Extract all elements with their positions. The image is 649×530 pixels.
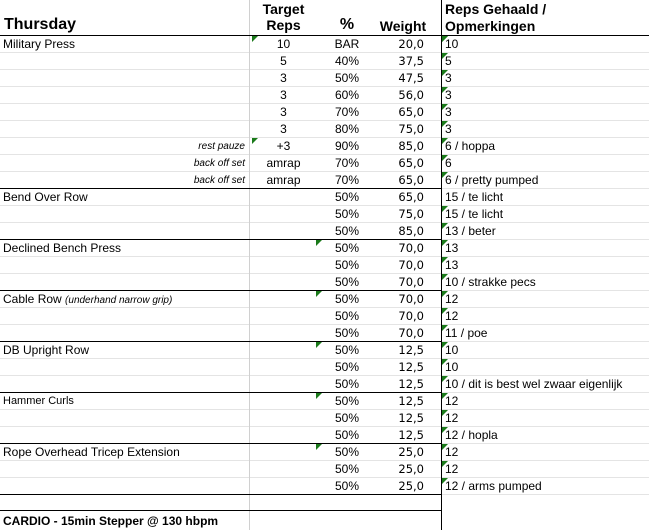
comment-marker-icon <box>252 36 258 42</box>
result-cell[interactable]: 12 <box>445 462 459 476</box>
exercise-name: Hammer Curls <box>3 395 74 407</box>
table-row <box>0 325 649 342</box>
result-cell[interactable]: 12 <box>445 445 459 459</box>
table-row <box>0 274 649 291</box>
exercise-name: Bend Over Row <box>3 190 88 204</box>
comment-marker-icon <box>316 240 322 246</box>
comment-marker-icon <box>442 53 448 59</box>
comment-marker-icon <box>442 121 448 127</box>
result-cell[interactable]: 3 <box>445 122 452 136</box>
weight-cell[interactable]: 25,0 <box>398 462 424 476</box>
table-row <box>0 70 649 87</box>
percent-cell[interactable]: 50% <box>334 241 360 255</box>
table-row <box>0 223 649 240</box>
table-row <box>0 342 649 359</box>
target-reps-cell[interactable]: 10 <box>276 37 291 51</box>
result-cell[interactable]: 6 / pretty pumped <box>445 173 539 187</box>
table-row <box>0 444 649 461</box>
comment-marker-icon <box>442 104 448 110</box>
result-cell[interactable]: 11 / poe <box>445 326 488 340</box>
set-note-cell[interactable]: rest pauze <box>198 141 245 152</box>
percent-cell[interactable]: 50% <box>334 428 360 442</box>
percent-cell[interactable]: 50% <box>334 377 360 391</box>
weight-cell[interactable]: 56,0 <box>398 88 424 102</box>
percent-cell[interactable]: 50% <box>334 445 360 459</box>
weight-cell[interactable]: 20,0 <box>398 37 424 51</box>
table-row <box>0 36 649 53</box>
exercise-name: Cable Row <box>3 292 62 306</box>
percent-cell[interactable]: 50% <box>334 224 360 238</box>
table-row <box>0 359 649 376</box>
weight-cell[interactable]: 12,5 <box>398 411 424 425</box>
percent-cell[interactable]: 50% <box>334 326 360 340</box>
weight-cell[interactable]: 12,5 <box>398 377 424 391</box>
result-header-line2: Opmerkingen <box>445 18 536 34</box>
result-cell[interactable]: 12 <box>445 411 459 425</box>
target-reps-header-line1: Target <box>262 1 305 17</box>
exercise-cell[interactable] <box>3 444 248 461</box>
percent-cell[interactable]: 80% <box>334 122 360 136</box>
percent-cell[interactable]: 50% <box>334 360 360 374</box>
result-cell[interactable]: 12 / arms pumped <box>445 479 542 493</box>
percent-header: % <box>339 16 355 33</box>
table-row <box>0 87 649 104</box>
group-rule-4 <box>0 341 441 342</box>
weight-cell[interactable]: 12,5 <box>398 360 424 374</box>
percent-cell[interactable]: 50% <box>334 275 360 289</box>
target-reps-cell[interactable]: 3 <box>280 88 287 102</box>
weight-cell[interactable]: 65,0 <box>398 173 424 187</box>
target-reps-cell[interactable]: 3 <box>280 105 287 119</box>
day-title: Thursday <box>4 16 77 33</box>
result-cell[interactable]: 3 <box>445 71 452 85</box>
divider-exercise <box>249 0 250 530</box>
result-cell[interactable]: 12 <box>445 309 459 323</box>
weight-cell[interactable]: 47,5 <box>398 71 424 85</box>
result-cell[interactable]: 15 / te licht <box>445 207 504 221</box>
table-row <box>0 393 649 410</box>
group-rule-6 <box>0 443 441 444</box>
exercise-cell[interactable] <box>3 240 248 257</box>
comment-marker-icon <box>442 87 448 93</box>
comment-marker-icon <box>442 274 448 280</box>
percent-cell[interactable]: 60% <box>334 88 360 102</box>
set-note-cell[interactable]: back off set <box>193 158 245 169</box>
comment-marker-icon <box>442 478 448 484</box>
weight-cell[interactable]: 25,0 <box>398 445 424 459</box>
percent-cell[interactable]: 70% <box>334 105 360 119</box>
comment-marker-icon <box>252 138 258 144</box>
comment-marker-icon <box>442 410 448 416</box>
weight-cell[interactable]: 70,0 <box>398 292 424 306</box>
target-reps-cell[interactable]: amrap <box>266 156 301 170</box>
set-note-cell[interactable]: back off set <box>193 175 245 186</box>
result-cell[interactable]: 10 <box>445 360 459 374</box>
result-cell[interactable]: 13 <box>445 241 459 255</box>
divider-result <box>441 0 442 530</box>
group-rule-7 <box>0 494 441 495</box>
comment-marker-icon <box>442 376 448 382</box>
result-cell[interactable]: 5 <box>445 54 452 68</box>
table-row <box>0 376 649 393</box>
table-row <box>0 461 649 478</box>
comment-marker-icon <box>442 342 448 348</box>
result-cell[interactable]: 10 <box>445 343 459 357</box>
result-cell[interactable]: 13 <box>445 258 459 272</box>
exercise-cell[interactable] <box>3 393 248 410</box>
percent-cell[interactable]: 70% <box>334 156 360 170</box>
comment-marker-icon <box>316 342 322 348</box>
weight-cell[interactable]: 70,0 <box>398 275 424 289</box>
comment-marker-icon <box>442 461 448 467</box>
weight-cell[interactable]: 65,0 <box>398 156 424 170</box>
exercise-cell[interactable] <box>3 189 248 206</box>
target-reps-cell[interactable]: 5 <box>280 54 287 68</box>
comment-marker-icon <box>316 444 322 450</box>
percent-cell[interactable]: 50% <box>334 309 360 323</box>
table-row <box>0 138 649 155</box>
comment-marker-icon <box>442 325 448 331</box>
comment-marker-icon <box>442 240 448 246</box>
table-row <box>0 104 649 121</box>
comment-marker-icon <box>442 257 448 263</box>
exercise-cell[interactable] <box>3 36 248 53</box>
percent-cell[interactable]: 50% <box>334 394 360 408</box>
table-row <box>0 189 649 206</box>
group-rule-5 <box>0 392 441 393</box>
percent-cell[interactable]: 50% <box>334 292 360 306</box>
result-cell[interactable]: 15 / te licht <box>445 190 504 204</box>
percent-cell[interactable]: 40% <box>334 54 360 68</box>
weight-cell[interactable]: 75,0 <box>398 122 424 136</box>
comment-marker-icon <box>442 206 448 212</box>
footer-rule <box>0 510 441 511</box>
weight-cell[interactable]: 12,5 <box>398 428 424 442</box>
comment-marker-icon <box>316 393 322 399</box>
comment-marker-icon <box>442 393 448 399</box>
weight-cell[interactable]: 37,5 <box>398 54 424 68</box>
target-reps-cell[interactable]: amrap <box>266 173 301 187</box>
percent-cell[interactable]: 90% <box>334 139 360 153</box>
table-row <box>0 206 649 223</box>
weight-cell[interactable]: 85,0 <box>398 139 424 153</box>
table-row <box>0 478 649 495</box>
result-cell[interactable]: 10 / dit is best wel zwaar eigenlijk <box>445 377 623 391</box>
percent-cell[interactable]: 50% <box>334 479 360 493</box>
result-cell[interactable]: 10 / strakke pecs <box>445 275 536 289</box>
comment-marker-icon <box>442 155 448 161</box>
result-cell[interactable]: 12 <box>445 292 459 306</box>
cardio-summary: CARDIO - 15min Stepper @ 130 hbpm <box>3 514 219 528</box>
target-reps-header-line2: Reps <box>266 17 301 33</box>
group-rule-2 <box>0 239 441 240</box>
percent-cell[interactable]: 50% <box>334 411 360 425</box>
weight-cell[interactable]: 65,0 <box>398 105 424 119</box>
table-row <box>0 427 649 444</box>
weight-cell[interactable]: 85,0 <box>398 224 424 238</box>
percent-cell[interactable]: BAR <box>334 37 360 51</box>
table-row <box>0 291 649 308</box>
exercise-name: Declined Bench Press <box>3 241 122 255</box>
exercise-note: (underhand narrow grip) <box>65 295 173 306</box>
percent-cell[interactable]: 50% <box>334 258 360 272</box>
table-row <box>0 121 649 138</box>
weight-cell[interactable]: 12,5 <box>398 343 424 357</box>
table-row <box>0 410 649 427</box>
result-cell[interactable]: 12 <box>445 394 459 408</box>
target-reps-cell[interactable]: 3 <box>280 71 287 85</box>
comment-marker-icon <box>442 223 448 229</box>
result-cell[interactable]: 10 <box>445 37 459 51</box>
result-cell[interactable]: 12 / hopla <box>445 428 498 442</box>
result-cell[interactable]: 6 / hoppa <box>445 139 496 153</box>
table-row <box>0 240 649 257</box>
weight-cell[interactable]: 70,0 <box>398 326 424 340</box>
result-cell[interactable]: 3 <box>445 88 452 102</box>
percent-cell[interactable]: 50% <box>334 343 360 357</box>
exercise-name: Military Press <box>3 37 76 51</box>
comment-marker-icon <box>316 291 322 297</box>
comment-marker-icon <box>442 427 448 433</box>
comment-marker-icon <box>442 359 448 365</box>
comment-marker-icon <box>442 70 448 76</box>
weight-cell[interactable]: 65,0 <box>398 190 424 204</box>
exercise-name: DB Upright Row <box>3 343 90 357</box>
table-row <box>0 53 649 70</box>
comment-marker-icon <box>442 308 448 314</box>
result-header-line1: Reps Gehaald / <box>445 1 547 17</box>
percent-cell[interactable]: 50% <box>334 71 360 85</box>
result-cell[interactable]: 13 / beter <box>445 224 496 238</box>
target-reps-cell[interactable]: +3 <box>276 139 291 153</box>
exercise-name: Rope Overhead Tricep Extension <box>3 445 180 459</box>
table-row <box>0 155 649 172</box>
comment-marker-icon <box>442 36 448 42</box>
weight-cell[interactable]: 70,0 <box>398 309 424 323</box>
table-row <box>0 257 649 274</box>
table-row <box>0 308 649 325</box>
comment-marker-icon <box>442 444 448 450</box>
comment-marker-icon <box>442 291 448 297</box>
weight-cell[interactable]: 70,0 <box>398 241 424 255</box>
comment-marker-icon <box>442 172 448 178</box>
weight-header: Weight <box>379 18 427 34</box>
percent-cell[interactable]: 50% <box>334 190 360 204</box>
exercise-cell[interactable] <box>3 342 248 359</box>
group-rule-3 <box>0 290 441 291</box>
exercise-cell[interactable] <box>3 291 248 308</box>
percent-cell[interactable]: 50% <box>334 207 360 221</box>
result-cell[interactable]: 6 <box>445 156 452 170</box>
comment-marker-icon <box>442 138 448 144</box>
header-rule <box>0 35 649 36</box>
weight-cell[interactable]: 75,0 <box>398 207 424 221</box>
weight-cell[interactable]: 12,5 <box>398 394 424 408</box>
result-cell[interactable]: 3 <box>445 105 452 119</box>
percent-cell[interactable]: 70% <box>334 173 360 187</box>
percent-cell[interactable]: 50% <box>334 462 360 476</box>
weight-cell[interactable]: 25,0 <box>398 479 424 493</box>
group-rule-1 <box>0 188 441 189</box>
weight-cell[interactable]: 70,0 <box>398 258 424 272</box>
target-reps-cell[interactable]: 3 <box>280 122 287 136</box>
table-row <box>0 172 649 189</box>
